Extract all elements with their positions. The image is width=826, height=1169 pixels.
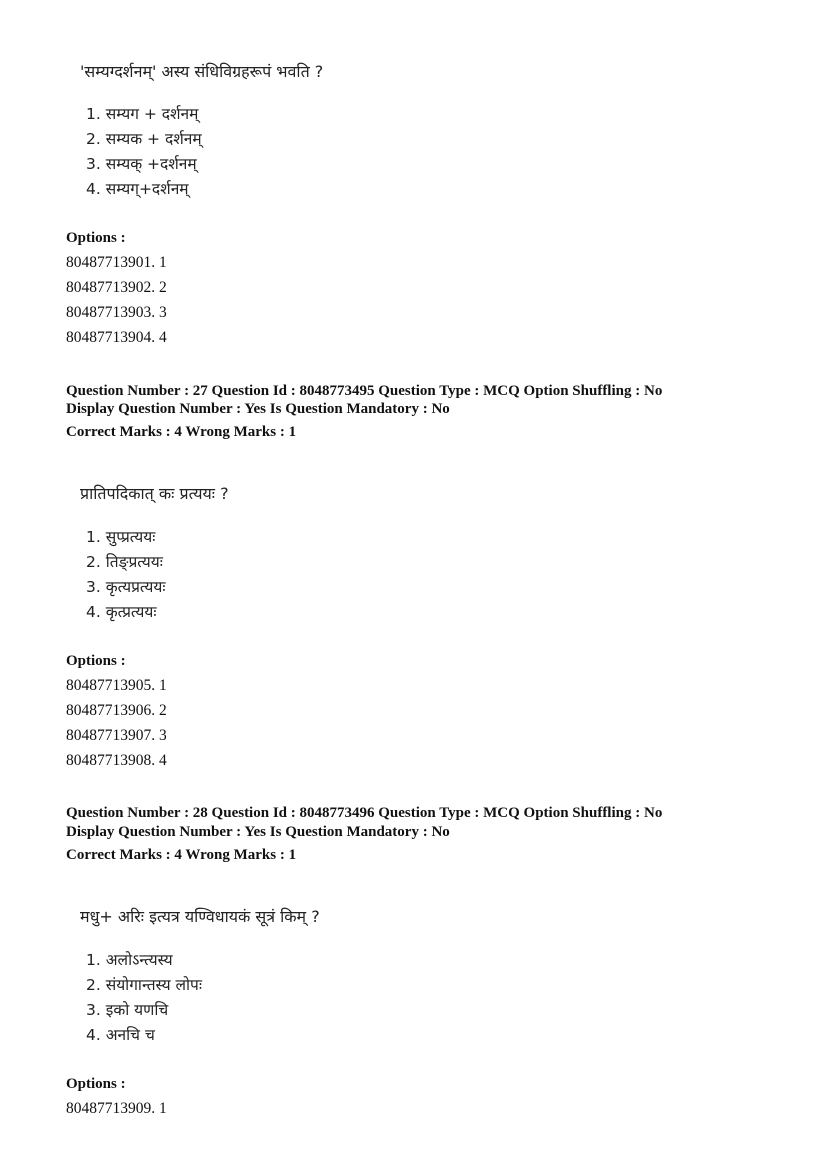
question-meta: Display Question Number : Yes Is Question Mandatory : No xyxy=(66,824,450,840)
question-meta: Display Question Number : Yes Is Question Mandatory : No xyxy=(66,401,450,417)
question-text: 'सम्यग्दर्शनम्' अस्य संधिविग्रहरूपं भवति ? xyxy=(80,62,324,81)
choice-item: 1. सुप्प्रत्ययः xyxy=(86,528,156,546)
options-label: Options : xyxy=(66,1076,126,1092)
options-label: Options : xyxy=(66,653,126,669)
option-id: 80487713901. 1 xyxy=(66,254,167,271)
question-marks: Correct Marks : 4 Wrong Marks : 1 xyxy=(66,847,297,863)
question-meta: Question Number : 27 Question Id : 8048773495 Question Type : MCQ Option Shuffling : No xyxy=(66,383,663,399)
choice-item: 4. अनचि च xyxy=(86,1026,155,1044)
option-id: 80487713909. 1 xyxy=(66,1100,167,1117)
choice-item: 2. सम्यक + दर्शनम् xyxy=(86,130,202,148)
choice-item: 4. सम्यग्+दर्शनम् xyxy=(86,180,189,198)
choice-item: 3. कृत्यप्रत्ययः xyxy=(86,578,166,596)
choice-item: 4. कृत्प्रत्ययः xyxy=(86,603,157,621)
option-id: 80487713905. 1 xyxy=(66,677,167,694)
option-id: 80487713907. 3 xyxy=(66,727,167,744)
option-id: 80487713902. 2 xyxy=(66,279,167,296)
choice-item: 1. सम्यग + दर्शनम् xyxy=(86,105,199,123)
option-id: 80487713904. 4 xyxy=(66,329,167,346)
choice-item: 2. तिङ्प्रत्ययः xyxy=(86,553,163,571)
choice-item: 1. अलोऽन्त्यस्य xyxy=(86,951,173,969)
choice-item: 3. सम्यक् +दर्शनम् xyxy=(86,155,197,173)
question-text: प्रातिपदिकात् कः प्रत्ययः ? xyxy=(80,484,229,503)
question-marks: Correct Marks : 4 Wrong Marks : 1 xyxy=(66,424,297,440)
options-label: Options : xyxy=(66,230,126,246)
question-text: मधु+ अरिः इत्यत्र यण्विधायकं सूत्रं किम् ? xyxy=(80,907,320,926)
option-id: 80487713903. 3 xyxy=(66,304,167,321)
question-meta: Question Number : 28 Question Id : 8048773496 Question Type : MCQ Option Shuffling : No xyxy=(66,805,663,821)
option-id: 80487713906. 2 xyxy=(66,702,167,719)
choice-item: 2. संयोगान्तस्य लोपः xyxy=(86,976,202,994)
option-id: 80487713908. 4 xyxy=(66,752,167,769)
choice-item: 3. इको यणचि xyxy=(86,1001,169,1019)
